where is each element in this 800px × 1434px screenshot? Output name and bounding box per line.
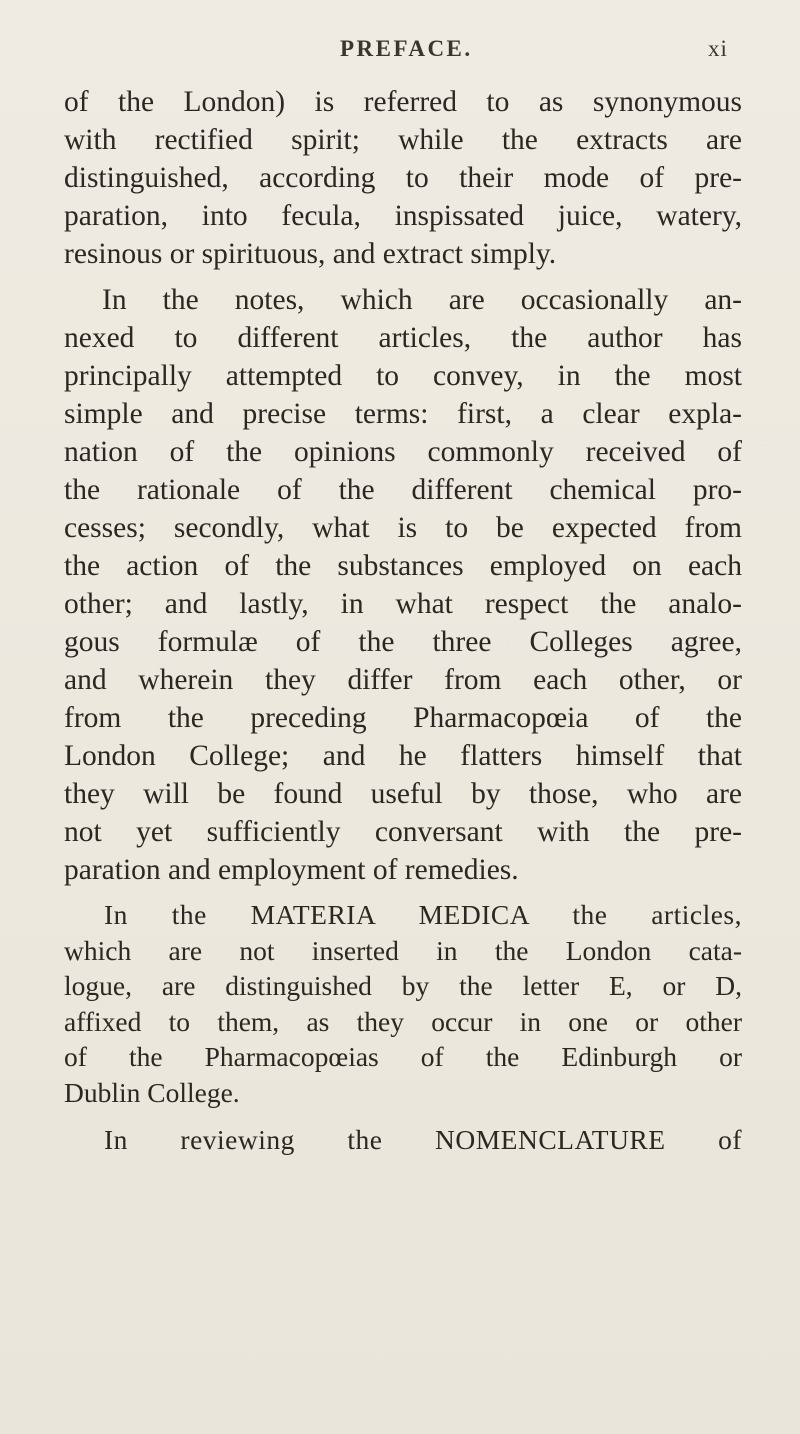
text-line: Dublin College. [64, 1076, 240, 1108]
text-line: from the preceding Pharmacopœia of the [64, 702, 742, 734]
text-line: principally attempted to convey, in the most [64, 360, 742, 392]
text-line: paration, into fecula, inspissated juice, watery, [64, 200, 742, 232]
text-line: the action of the substances employed on each [64, 550, 742, 582]
text-line: logue, are distinguished by the letter E, or D, [64, 970, 742, 1001]
text-line: paration and employment of remedies. [64, 854, 519, 886]
text-line: the rationale of the different chemical pro- [64, 474, 742, 506]
text-line: of the Pharmacopœias of the Edinburgh or [64, 1041, 742, 1072]
text-line: they will be found useful by those, who are [64, 778, 742, 810]
body-text [64, 83, 742, 1158]
text-line: nexed to different articles, the author has [64, 322, 742, 354]
text-line: not yet sufficiently conversant with the pre- [64, 816, 742, 848]
text-line: resinous or spirituous, and extract simply. [64, 238, 557, 270]
text-line: and wherein they differ from each other, or [64, 664, 742, 696]
running-title: PREFACE. [340, 36, 473, 61]
text-line: cesses; secondly, what is to be expected from [64, 512, 742, 544]
page-number: xi [708, 36, 728, 61]
text-line: simple and precise terms: first, a clear expla- [64, 398, 742, 430]
text-line: of the London) is referred to as synonymous [64, 86, 742, 118]
text-line: other; and lastly, in what respect the analo- [64, 588, 742, 620]
text-line: London College; and he flatters himself that [64, 740, 742, 772]
text-line: which are not inserted in the London cata- [64, 934, 742, 966]
text-line: nation of the opinions commonly received of [64, 436, 742, 468]
paragraph-1 [64, 83, 742, 273]
text-line: distinguished, according to their mode of pre- [64, 162, 742, 194]
text-line: gous formulæ of the three Colleges agree, [64, 626, 742, 658]
paragraph-2 [64, 281, 742, 889]
text-line: In the notes, which are occasionally an- [102, 284, 742, 316]
text-line: with rectified spirit; while the extracts are [64, 124, 742, 156]
text-line: In reviewing the NOMENCLATURE of [104, 1124, 742, 1155]
paragraph-3 [64, 897, 742, 1110]
page-header [0, 36, 800, 66]
paragraph-4 [64, 1122, 742, 1158]
text-line: In the MATERIA MEDICA the articles, [104, 899, 742, 930]
text-line: affixed to them, as they occur in one or other [64, 1005, 742, 1037]
